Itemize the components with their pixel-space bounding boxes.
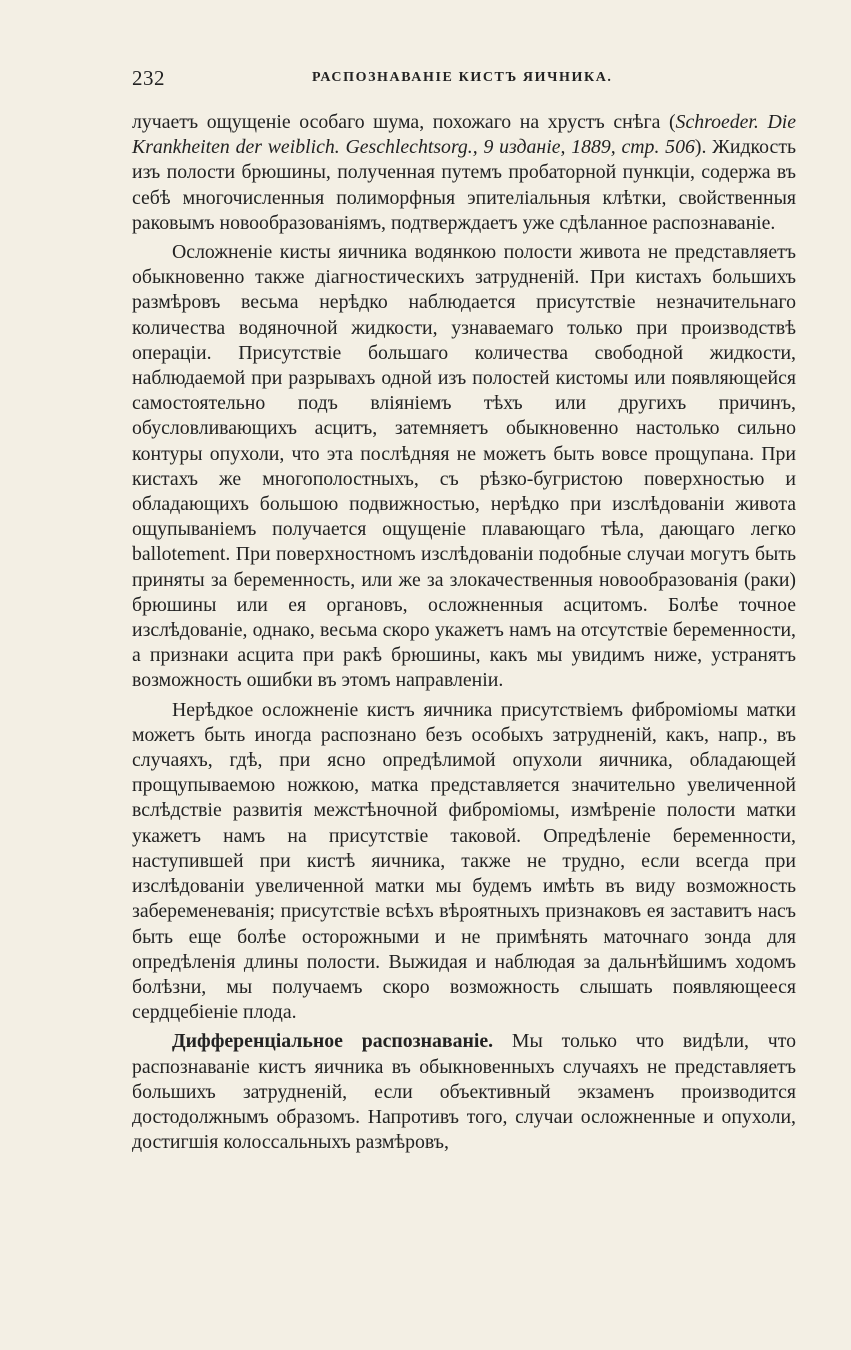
paragraph-1 bbox=[132, 110, 796, 236]
text-run: Мы только что видѣли, что распознаваніе кистъ яичника въ обыкновенныхъ случаяхъ не представляетъ большихъ затрудненій, если объективный экзаменъ производится достодолжнымъ образомъ. Напротивъ того, случаи осложненные и опухоли, достигшія колоссальныхъ размѣровъ, bbox=[132, 1030, 796, 1154]
text-run: ). Жидкость изъ полости брюшины, полученная путемъ пробаторной пункціи, содержа въ себѣ многочисленныя полиморфныя эпителіальныя клѣтки, свойственныя раковымъ новообразованіямъ, подтверждаетъ уже сдѣланное распознаваніе. bbox=[132, 136, 796, 234]
page-number: 232 bbox=[132, 66, 165, 90]
page-body bbox=[132, 110, 796, 1155]
text-run: Осложненіе кисты яичника водянкою полости живота не представляетъ обыкновенно также діагностическихъ затрудненій. При кистахъ большихъ размѣровъ весьма нерѣдко наблюдается присутствіе незначительнаго количества водяночной жидкости, узнаваемаго только при производствѣ операціи. Присутствіе большаго количества свободной жидкости, наблюдаемой при разрывахъ одной изъ полостей кистомы или появляющейся самостоятельно подъ вліяніемъ тѣхъ или другихъ причинъ, обусловливающихъ асцитъ, затемняетъ обыкновенно настолько сильно контуры опухоли, что эта послѣдняя не можетъ быть вовсе прощупана. При кистахъ же многополостныхъ, съ рѣзко-бугристою поверхностью и обладающихъ большою подвижностью, нерѣдко при изслѣдованіи живота ощупываніемъ получается ощущеніе плавающаго тѣла, дающаго легко ballotement. При поверхностномъ изслѣдованіи подобные случаи могутъ быть приняты за беременность, или же за злокачественныя новообразованія (раки) брюшины или ея органовъ, осложненныя асцитомъ. Болѣе точное изслѣдованіе, однако, весьма скоро укажетъ намъ на отсутствіе беременности, а признаки асцита при ракѣ брюшины, какъ мы увидимъ ниже, устранятъ возможность ошибки въ этомъ направленіи. bbox=[132, 241, 796, 692]
page-header bbox=[132, 66, 796, 90]
citation-italic: Schroeder. Die Krankheiten der weiblich. Geschlechtsorg., 9 изданіе, 1889, стр. 506 bbox=[132, 111, 797, 159]
section-heading-inline: Дифференціальное распознаваніе. bbox=[172, 1030, 494, 1053]
paragraph-2 bbox=[132, 240, 796, 694]
paragraph-3 bbox=[132, 698, 796, 1026]
paragraph-4 bbox=[132, 1029, 796, 1155]
running-title: РАСПОЗНАВАНІЕ КИСТЪ ЯИЧНИКА. bbox=[312, 70, 613, 85]
text-run: лучаетъ ощущеніе особаго шума, похожаго на хрустъ снѣга ( bbox=[132, 111, 676, 133]
text-run: Нерѣдкое осложненіе кистъ яичника присутствіемъ фиброміомы матки можетъ быть иногда распознано безъ особыхъ затрудненій, какъ, напр., въ случаяхъ, гдѣ, при ясно опредѣлимой опухоли яичника, обладающей прощупываемою ножкою, матка представляется значительно увеличенной вслѣдствіе развитія межстѣночной фиброміомы, измѣреніе полости матки укажетъ намъ на присутствіе таковой. Опредѣленіе беременности, наступившей при кистѣ яичника, также не трудно, если всегда при изслѣдованіи увеличенной матки мы будемъ имѣть въ виду возможность забеременеванія; присутствіе всѣхъ вѣроятныхъ признаковъ ея заставитъ насъ быть еще болѣе осторожными и не примѣнять маточнаго зонда для опредѣленія длины полости. Выжидая и наблюдая за дальнѣйшимъ ходомъ болѣзни, мы получаемъ скоро возможность слышать появляющееся сердцебіеніе плода. bbox=[132, 698, 796, 1024]
